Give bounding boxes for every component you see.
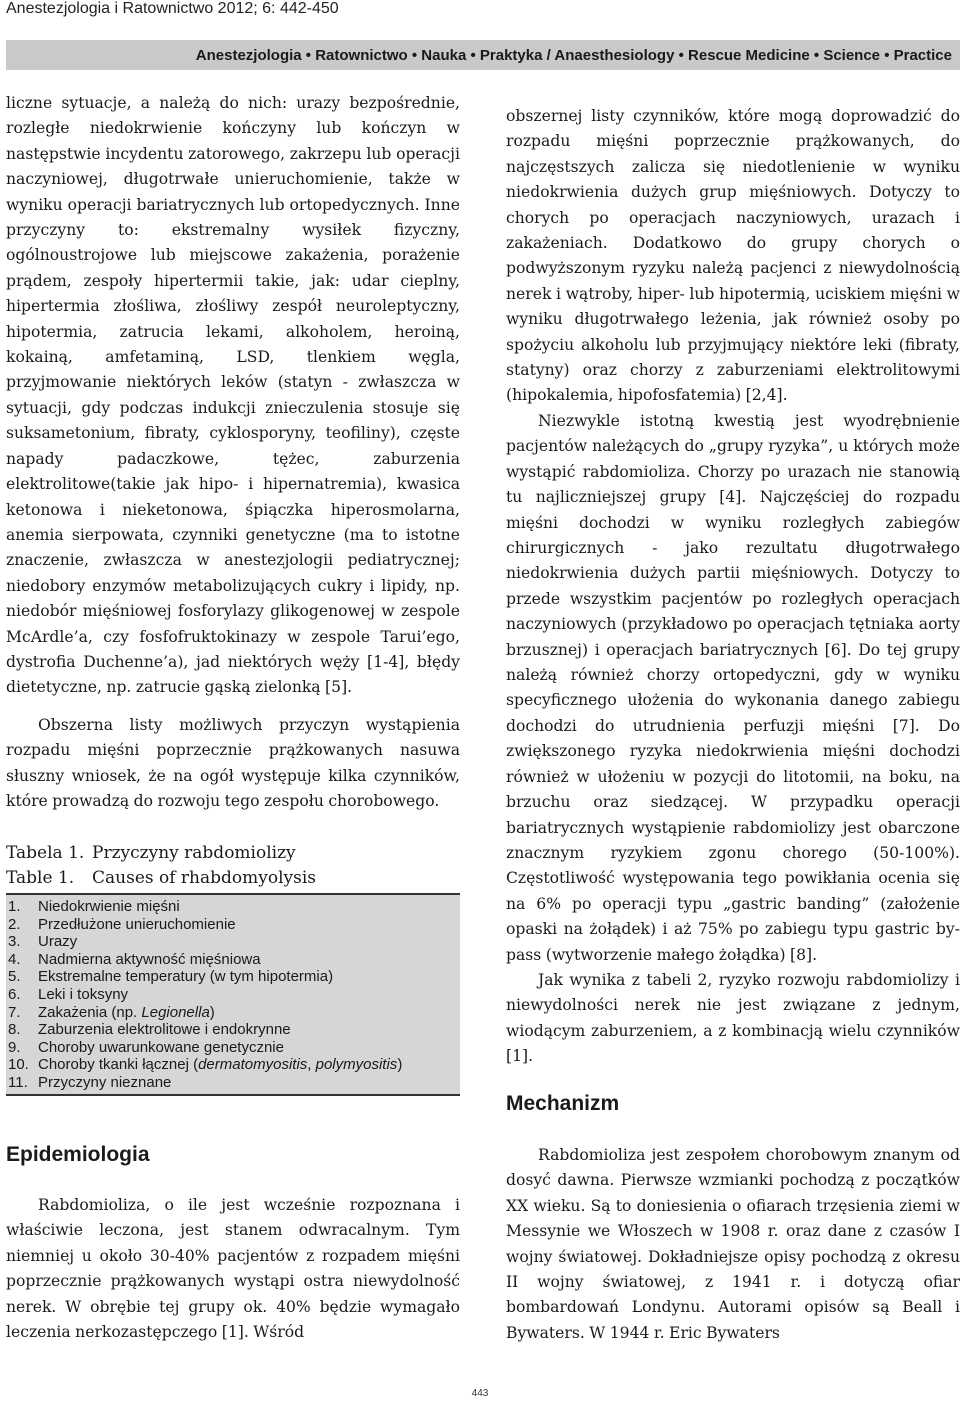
table-caption-en: [6, 866, 316, 890]
row-text: Urazy: [38, 933, 78, 951]
row-number: 3.: [8, 933, 21, 951]
row-number: 8.: [8, 1021, 21, 1039]
row-number: 5.: [8, 968, 21, 986]
row-text: Przedłużone unieruchomienie: [38, 915, 236, 933]
journal-reference: Anestezjologia i Ratownictwo 2012; 6: 442-450: [6, 0, 339, 17]
left-paragraph-3: Rabdomioliza, o ile jest wcześnie rozpoznana i właściwie leczona, jest stanem odwracalnym. Tym niemniej u około 30-40% pacjentów z rozpadem mięśni poprzecznie prążkowanych wystąpi ostra niewydolność nerek. W obrębie tej grupy ok. 40% będzie wymagało leczenia nerkozastępczego [1]. Wśród: [6, 1196, 460, 1342]
row-text: Zaburzenia elektrolitowe i endokrynne: [38, 1021, 291, 1039]
right-paragraph-1: obszernej listy czynników, które mogą doprowadzić do rozpadu mięśni poprzecznie prążkowanych, do najczęstszych zalicza się niedotlenienie w wyniku niedokrwienia dużych grup mięśniowych. Dotyczy to chorych po operacjach naczyniowych, urazach i zakażeniach. Dodatkowo do grupy chorych o podwyższonym ryzyku należą pacjenci z niewydolnością nerek i wątroby, hiper- lub hipotermią, uciskiem mięśni w wyniku długotrwałego leżenia, jak również osoby po spożyciu alkoholu lub przyjmujący niektóre leki (fibraty, statyny) oraz chorzy z zaburzeniami elektrolitowymi (hipokalemia, hipofosfatemia) [2,4].: [506, 107, 960, 405]
row-number: 4.: [8, 950, 21, 968]
right-paragraph-3: Jak wynika z tabeli 2, ryzyko rozwoju rabdomiolizy i niewydolności nerek nie jest związane z jednym, wiodącym zaburzeniem, a z kombinacją wielu czynników [1].: [506, 971, 960, 1066]
table-row: [6, 968, 460, 986]
row-number: 10.: [8, 1056, 29, 1074]
table-row: [6, 933, 460, 951]
table-caption-pl: [6, 841, 296, 865]
table-caption-en-text: Causes of rhabdomyolysis: [92, 868, 317, 888]
table-caption-pl-label: Tabela 1.: [6, 843, 85, 863]
row-text: Choroby tkanki łącznej (dermatomyositis, polymyositis): [38, 1056, 403, 1074]
table-row: [6, 986, 460, 1004]
left-paragraph-1: liczne sytuacje, a należą do nich: urazy bezpośrednie, rozległe niedokrwienie kończyny lub kończyn w następstwie incydentu zatorowego, zakrzepu lub operacji naczyniowej, długotrwałe unieruchomienie, także w wyniku operacji bariatrycznych lub ortopedycznych. Inne przyczyny to: ekstremalny wysiłek fizyczny, ogólnoustrojowe lub miejscowe zakażenia, porażenie prądem, zespoły hipertermii takie, jak: udar cieplny, hipertermia złośliwa, złośliwy zespół neuroleptyczny, hipotermia, zatrucia lekami, alkoholem, heroiną, kokainą, amfetaminą, LSD, tlenkiem węgla, przyjmowanie niektórych leków (statyn - zwłaszcza w sytuacji, gdy podczas indukcji znieczulenia stosuje się suksametonium, fibraty, cyklosporyny, teofiliny), częste napady padaczkowe, tężec, zaburzenia elektrolitowe(takie jak hipo- i hipernatremia), kwasica ketonowa i nieketonowa, śpiączka hiperosmolarna, anemia sierpowata, czynniki genetyczne (ma to istotne znaczenie, zwłaszcza w anestezjologii pediatrycznej; niedobory enzymów metabolizujących cukry i lipidy, np. niedobór mięśniowej fosforylazy glikogenowej w zespole McArdle’a, czy fosfofruktokinazy w zespole Tarui’ego, dystrofia Duchenne’a), jad niektórych węży [1-4], błędy dietetyczne, np. zatrucie gąską zielonką [5].: [6, 94, 460, 697]
row-number: 1.: [8, 898, 21, 915]
table-row: [6, 1056, 460, 1074]
table-row: [6, 1021, 460, 1039]
left-paragraph-2: Obszerna listy możliwych przyczyn wystąpienia rozpadu mięśni poprzecznie prążkowanych nasuwa słuszny wniosek, że na ogół występuje kilka czynników, które prowadzą do rozwoju tego zespołu chorobowego.: [6, 716, 460, 811]
row-text: Przyczyny nieznane: [38, 1073, 172, 1091]
row-number: 7.: [8, 1003, 21, 1021]
page-number: 443: [471, 1388, 489, 1399]
table-caption-en-label: Table 1.: [6, 868, 75, 888]
row-text: Ekstremalne temperatury (w tym hipotermia): [38, 968, 334, 986]
section-heading-epidemiologia: Epidemiologia: [6, 1143, 150, 1166]
row-number: 2.: [8, 915, 21, 933]
table-row: [6, 898, 460, 916]
right-paragraph-4: Rabdomioliza jest zespołem chorobowym znanym od dosyć dawna. Pierwsze wzmianki pochodzą z początków XX wieku. Są to doniesienia o ofiarach trzęsienia ziemi w Messynie we Włoszech w 1908 r. oraz dane z czasów I wojny światowej. Dokładniejsze opisy pochodzą z okresu II wojny światowej, z 1941 r. i dotyczą ofiar bombardowań Londynu. Autorami opisów są Beall i Bywaters. W 1944 r. Eric Bywaters: [506, 1146, 960, 1342]
row-text: Choroby uwarunkowane genetycznie: [38, 1038, 284, 1056]
table-row: [6, 1039, 460, 1057]
right-paragraph-2: Niezwykle istotną kwestią jest wyodrębnienie pacjentów należących do „grupy ryzyka”, u których może wystąpić rabdomioliza. Chorzy po urazach nie stanowią tu najliczniejszej grupy [4]. Najczęściej do rozpadu mięśni dochodzi w wyniku rozległych zabiegów chirurgicznych - jako rezultatu długotrwałego niedokrwienia dużych partii mięśniowych. Dotyczy to przede wszystkim pacjentów po rozległych operacjach naczyniowych (przykładowo po operacjach tętniaka aorty brzusznej) i operacjach bariatrycznych [6]. Do tej grupy należą również chorzy ortopedyczni, gdy w wyniku specyficznego ułożenia do wykonania danego zabiegu dochodzi do utrudnienia perfuzji mięśni [7]. Do zwiększonego ryzyka niedokrwienia mięśni dochodzi również w ułożeniu w pozycji do litotomii, na boku, na brzuchu oraz siedzącej. W przypadku operacji bariatrycznych wystąpienie rabdomiolizy jest obarczone znacznym ryzykiem zgonu chorego (50-100%). Częstotliwość występowania tego powikłania ocenia się na 6% po operacji typu „gastric banding” (założenie opaski na żołądek) i aż 75% po zabiegu typu gastric by-pass (wytworzenie małego żołądka) [8].: [506, 412, 960, 964]
table-caption-pl-text: Przyczyny rabdomiolizy: [92, 843, 296, 863]
row-text: Leki i toksyny: [38, 985, 129, 1003]
row-text: Nadmierna aktywność mięśniowa: [38, 950, 261, 968]
table-row: [6, 1004, 460, 1022]
table-row: [6, 951, 460, 969]
row-number: 9.: [8, 1038, 21, 1056]
row-text: Zakażenia (np. Legionella): [38, 1003, 215, 1021]
banner-text: Anestezjologia • Ratownictwo • Nauka • Praktyka / Anaesthesiology • Rescue Medicine • Science • Practice: [195, 46, 952, 64]
causes-table: [6, 893, 460, 1096]
row-number: 6.: [8, 985, 21, 1003]
row-text: Niedokrwienie mięśni: [38, 898, 180, 915]
table-row: [6, 1074, 460, 1092]
table-row: [6, 916, 460, 934]
header-banner: [6, 40, 960, 70]
section-heading-mechanizm: Mechanizm: [506, 1092, 620, 1115]
row-number: 11.: [8, 1073, 28, 1091]
